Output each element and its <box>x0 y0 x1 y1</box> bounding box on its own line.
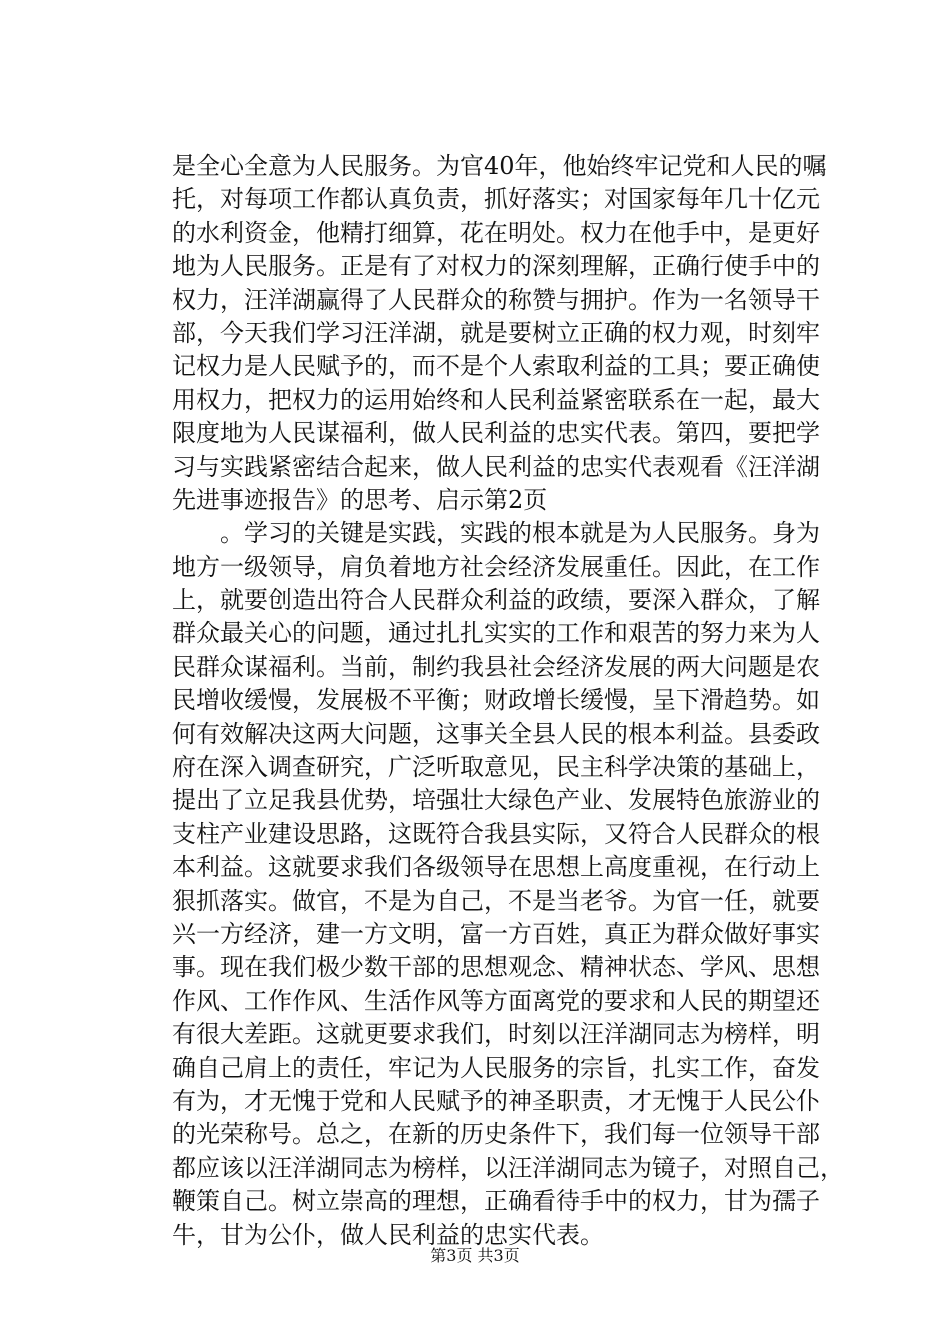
text-line: 狠抓落实。做官，不是为自己，不是当老爷。为官一任，就要 <box>172 886 820 915</box>
paragraph-1 <box>172 150 827 517</box>
text-line: 限度地为人民谋福利，做人民利益的忠实代表。第四，要把学 <box>172 419 820 448</box>
text-line: 确自己肩上的责任，牢记为人民服务的宗旨，扎实工作，奋发 <box>172 1053 820 1082</box>
text-line: 何有效解决这两大问题，这事关全县人民的根本利益。县委政 <box>172 719 820 748</box>
text-line: 兴一方经济，建一方文明，富一方百姓，真正为群众做好事实 <box>172 919 820 948</box>
body-text <box>172 150 844 1252</box>
text-line: 习与实践紧密结合起来，做人民利益的忠实代表观看《汪洋湖 <box>172 452 820 481</box>
text-line: 鞭策自己。树立崇高的理想，正确看待手中的权力，甘为孺子 <box>172 1187 820 1216</box>
text-line: 权力，汪洋湖赢得了人民群众的称赞与拥护。作为一名领导干 <box>172 285 820 314</box>
text-line: 民增收缓慢，发展极不平衡；财政增长缓慢，呈下滑趋势。如 <box>172 686 820 715</box>
text-line: 都应该以汪洋湖同志为榜样，以汪洋湖同志为镜子，对照自己， <box>172 1153 844 1182</box>
text-line: 提出了立足我县优势，培强壮大绿色产业、发展特色旅游业的 <box>172 786 820 815</box>
text-line: 事。现在我们极少数干部的思想观念、精神状态、学风、思想 <box>172 953 820 982</box>
text-line: 用权力，把权力的运用始终和人民利益紧密联系在一起，最大 <box>172 385 820 414</box>
text-line: 部，今天我们学习汪洋湖，就是要树立正确的权力观，时刻牢 <box>172 318 820 347</box>
text-line: 托，对每项工作都认真负责，抓好落实；对国家每年几十亿元 <box>172 185 820 214</box>
text-line: 有很大差距。这就更要求我们，时刻以汪洋湖同志为榜样，明 <box>172 1020 820 1049</box>
page-footer <box>0 1244 950 1268</box>
text-line: 民群众谋福利。当前，制约我县社会经济发展的两大问题是农 <box>172 652 820 681</box>
text-line: 支柱产业建设思路，这既符合我县实际，又符合人民群众的根 <box>172 819 820 848</box>
text-line: 本利益。这就要求我们各级领导在思想上高度重视，在行动上 <box>172 853 820 882</box>
text-line: 地为人民服务。正是有了对权力的深刻理解，正确行使手中的 <box>172 252 820 281</box>
paragraph-2 <box>172 517 844 1252</box>
text-line: 地方一级领导，肩负着地方社会经济发展重任。因此，在工作 <box>172 552 820 581</box>
text-line: 群众最关心的问题，通过扎扎实实的工作和艰苦的努力来为人 <box>172 619 820 648</box>
text-line: 的水利资金，他精打细算，花在明处。权力在他手中，是更好 <box>172 218 820 247</box>
text-line: 是全心全意为人民服务。为官40年，他始终牢记党和人民的嘱 <box>172 152 827 180</box>
text-line: 牛，甘为公仆，做人民利益的忠实代表。 <box>172 1220 604 1249</box>
text-line: 的光荣称号。总之，在新的历史条件下，我们每一位领导干部 <box>172 1120 820 1149</box>
text-line: 有为，才无愧于党和人民赋予的神圣职责，才无愧于人民公仆 <box>172 1086 820 1115</box>
page-number-label: 第3页 共3页 <box>430 1246 520 1265</box>
text-line: 上，就要创造出符合人民群众利益的政绩，要深入群众，了解 <box>172 586 820 615</box>
text-line: 府在深入调查研究，广泛听取意见，民主科学决策的基础上， <box>172 753 820 782</box>
text-line: 作风、工作作风、生活作风等方面离党的要求和人民的期望还 <box>172 986 820 1015</box>
text-line: 。学习的关键是实践，实践的根本就是为人民服务。身为 <box>220 519 820 548</box>
text-line: 记权力是人民赋予的，而不是个人索取利益的工具；要正确使 <box>172 352 820 381</box>
text-line: 先进事迹报告》的思考、启示第2页 <box>172 485 548 514</box>
